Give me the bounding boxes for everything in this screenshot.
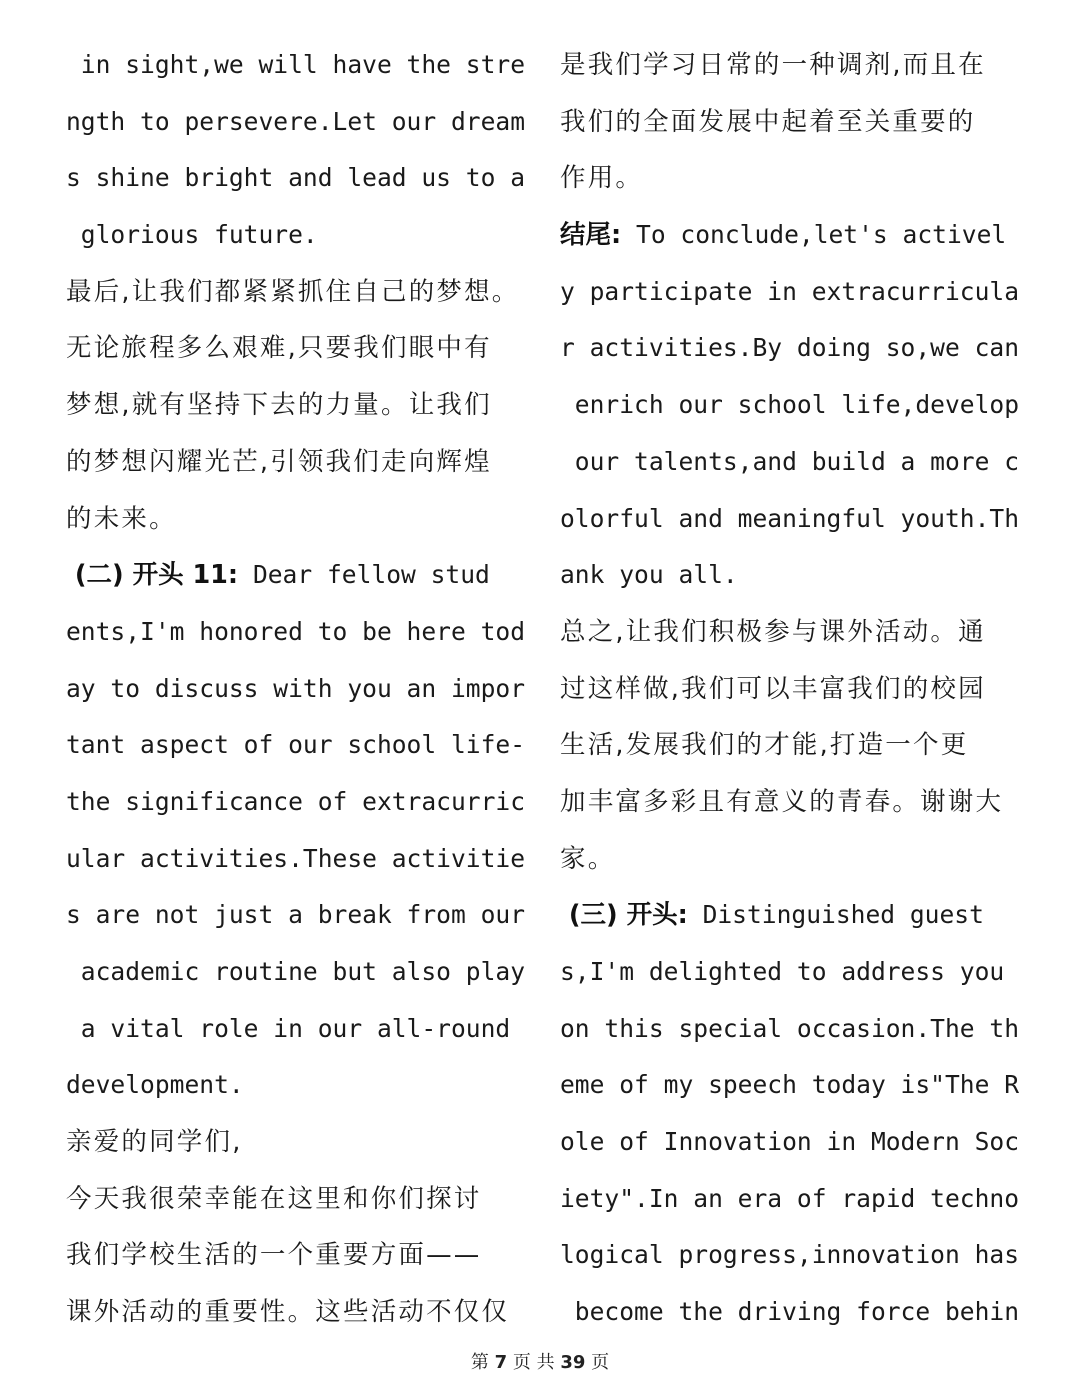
footer-prefix: 第 [470, 1352, 495, 1373]
text-line: 我们学校生活的一个重要方面—— [66, 1240, 482, 1271]
page-footer [0, 1348, 1080, 1374]
section-lead: (三) 开头: [560, 900, 688, 931]
text-run: Dear fellow stud [238, 560, 490, 590]
section-heading-line [560, 207, 1020, 264]
text-run: Distinguished guest [687, 900, 984, 930]
right-column [560, 37, 1020, 1341]
text-line: 梦想,就有坚持下去的力量。让我们 [66, 390, 492, 421]
text-line: in sight,we will have the stre [66, 50, 526, 79]
text-line: development. [66, 1070, 244, 1100]
text-line: 是我们学习日常的一种调剂,而且在 [560, 50, 986, 80]
text-line: 家。 [560, 843, 616, 874]
text-line: s are not just a break from our [66, 900, 526, 930]
text-line: 我们的全面发展中起着至关重要的 [560, 106, 976, 137]
text-line: r activities.By doing so,we can [560, 333, 1020, 363]
left-column [66, 37, 524, 1341]
text-line: 加丰富多彩且有意义的青春。谢谢大 [560, 786, 1004, 817]
section-lead: 结尾: [560, 220, 622, 251]
text-line: 生活,发展我们的才能,打造一个更 [560, 730, 969, 761]
footer-suffix: 页 [585, 1352, 610, 1373]
text-line: a vital role in our all-round [66, 1013, 511, 1043]
footer-middle: 页 共 [507, 1352, 561, 1373]
text-line: academic routine but also play [66, 957, 526, 986]
text-line: 亲爱的同学们, [66, 1127, 243, 1158]
text-line: ents,I'm honored to be here tod [66, 616, 526, 646]
text-line: become the driving force behin [560, 1297, 1020, 1327]
text-line: 无论旅程多么艰难,只要我们眼中有 [66, 333, 492, 364]
current-page-number: 7 [494, 1352, 508, 1373]
text-line: 今天我很荣幸能在这里和你们探讨 [66, 1183, 482, 1214]
text-line: eme of my speech today is"The R [560, 1070, 1020, 1100]
text-line: tant aspect of our school life- [66, 730, 526, 760]
section-heading-line [66, 547, 524, 604]
text-line: olorful and meaningful youth.Th [560, 503, 1020, 533]
text-line: our talents,and build a more c [560, 446, 1020, 476]
text-line: on this special occasion.The th [560, 1013, 1020, 1043]
text-line: 总之,让我们积极参与课外活动。通 [560, 616, 986, 647]
text-line: the significance of extracurric [66, 786, 526, 816]
text-line: iety".In an era of rapid techno [560, 1183, 1020, 1213]
text-line: ngth to persevere.Let our dream [66, 106, 526, 136]
section-lead: (二) 开头 11: [66, 560, 239, 591]
text-line: ular activities.These activitie [66, 843, 526, 873]
text-line: logical progress,innovation has [560, 1240, 1020, 1270]
text-line: ole of Innovation in Modern Soc [560, 1127, 1020, 1157]
total-page-count: 39 [560, 1352, 586, 1373]
text-line: 课外活动的重要性。这些活动不仅仅 [66, 1297, 510, 1328]
text-line: s,I'm delighted to address you [560, 957, 1005, 986]
text-line: enrich our school life,develop [560, 390, 1020, 420]
text-line: 的梦想闪耀光芒,引领我们走向辉煌 [66, 446, 492, 477]
text-line: 最后,让我们都紧紧抓住自己的梦想。 [66, 276, 520, 307]
section-heading-line [560, 887, 1020, 944]
text-line: ank you all. [560, 560, 738, 590]
text-line: 作用。 [560, 163, 644, 194]
text-line: s shine bright and lead us to a [66, 163, 526, 193]
text-run: To conclude,let's activel [621, 220, 1007, 250]
text-line: glorious future. [66, 220, 318, 250]
text-line: 过这样做,我们可以丰富我们的校园 [560, 673, 986, 704]
text-line: 的未来。 [66, 503, 177, 534]
text-line: y participate in extracurricula [560, 276, 1020, 306]
text-line: ay to discuss with you an impor [66, 673, 526, 703]
